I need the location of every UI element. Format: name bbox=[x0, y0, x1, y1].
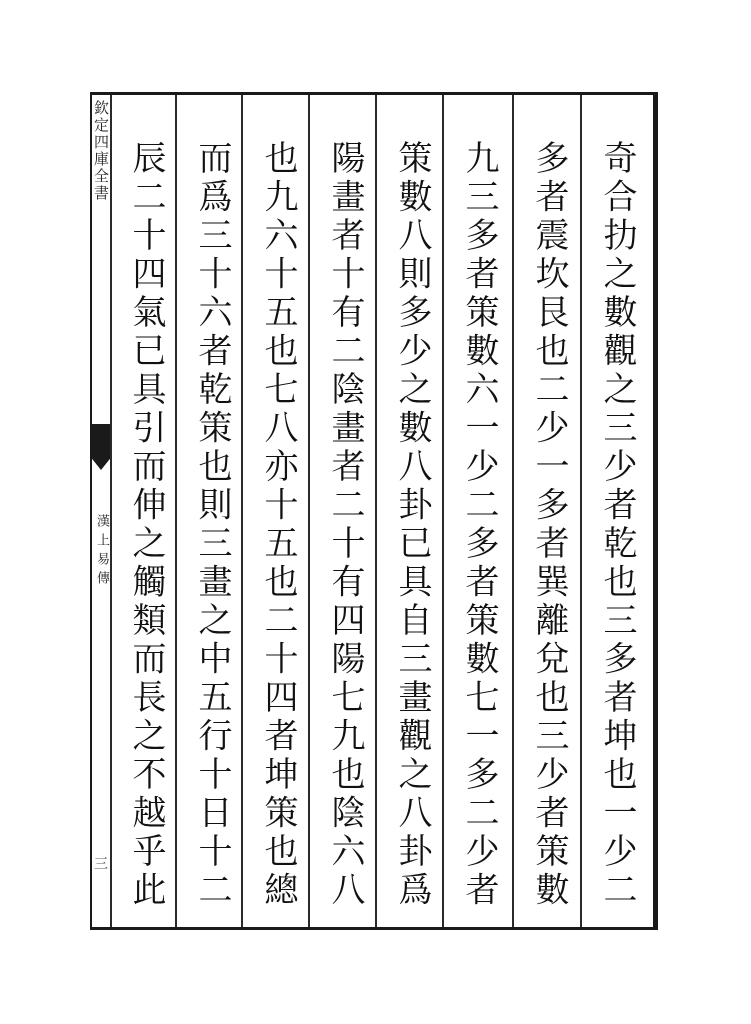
text-column-6: 也九六十五也七八亦十五也二十四者坤策也總 bbox=[258, 140, 298, 910]
text-column-8: 辰二十四氣已具引而伸之觸類而長之不越乎此 bbox=[126, 140, 166, 910]
text-column-5: 陽畫者十有二陰畫者二十有四陽七九也陰六八 bbox=[325, 140, 365, 910]
text-column-1: 奇合扐之數觀之三少者乾也三多者坤也一少二 bbox=[597, 140, 637, 910]
book-volume-title: 漢上易傳 bbox=[94, 514, 109, 590]
fishtail-mark-icon bbox=[90, 424, 112, 470]
column-divider bbox=[110, 95, 112, 927]
page-number-marker: 三 bbox=[92, 856, 108, 870]
column-divider bbox=[512, 95, 514, 927]
page-center-strip bbox=[92, 94, 110, 928]
text-column-7: 而爲三十六者乾策也則三畫之中五行十日十二 bbox=[192, 140, 232, 910]
text-column-2: 多者震坎艮也二少一多者巽離兌也三少者策數 bbox=[529, 140, 569, 910]
book-series-title: 欽定四庫全書 bbox=[92, 100, 110, 202]
text-column-3: 九三多者策數六一少二多者策數七一多二少者 bbox=[459, 140, 499, 910]
text-column-4: 策數八則多少之數八卦已具自三畫觀之八卦爲 bbox=[392, 140, 432, 910]
column-divider bbox=[580, 95, 582, 927]
